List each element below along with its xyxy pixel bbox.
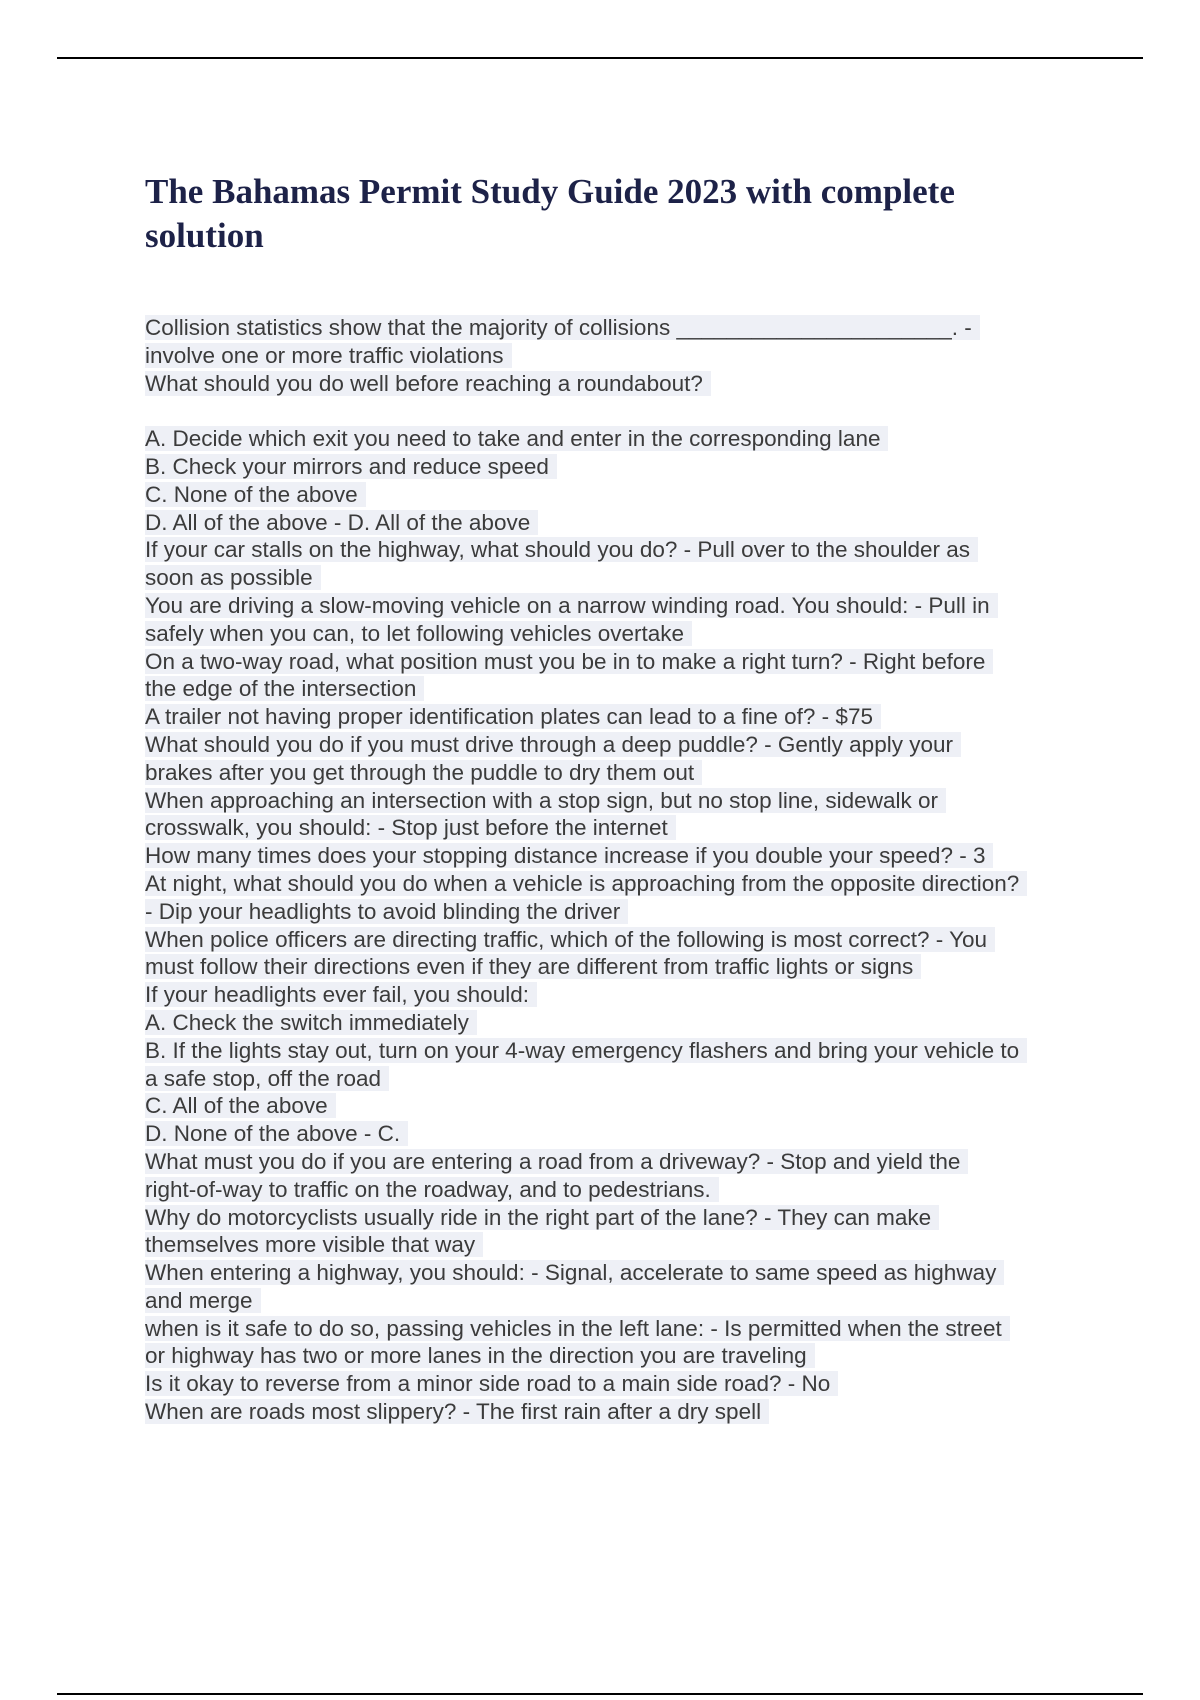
text-line-content: When approaching an intersection with a stop sign, but no stop line, sidewalk or (145, 788, 946, 813)
text-line (145, 814, 1095, 842)
text-line (145, 675, 1095, 703)
text-line-content: safely when you can, to let following vehicles overtake (145, 621, 692, 646)
text-line (145, 787, 1095, 815)
document-title-line-2: solution (145, 216, 264, 255)
text-line-content: B. If the lights stay out, turn on your 4-way emergency flashers and bring your vehicle to (145, 1038, 1027, 1063)
text-line (145, 342, 1095, 370)
text-line-content: B. Check your mirrors and reduce speed (145, 454, 557, 479)
text-line-content: At night, what should you do when a vehicle is approaching from the opposite direction? (145, 871, 1027, 896)
text-line-content: brakes after you get through the puddle to dry them out (145, 760, 702, 785)
blank-line (145, 397, 1095, 425)
study-guide-content (145, 314, 1095, 1426)
text-line (145, 898, 1095, 926)
text-line-content: Collision statistics show that the majority of collisions ______________________. - (145, 315, 980, 340)
text-line-content: A trailer not having proper identification plates can lead to a fine of? - $75 (145, 704, 881, 729)
text-line-content: crosswalk, you should: - Stop just before the internet (145, 815, 676, 840)
text-line (145, 425, 1095, 453)
text-line (145, 1148, 1095, 1176)
text-line-content: D. All of the above - D. All of the above (145, 510, 538, 535)
document-title-line-1: The Bahamas Permit Study Guide 2023 with complete (145, 172, 955, 211)
text-line (145, 1065, 1095, 1093)
text-line-content: What must you do if you are entering a road from a driveway? - Stop and yield the (145, 1149, 968, 1174)
text-line (145, 453, 1095, 481)
text-line-content: right-of-way to traffic on the roadway, and to pedestrians. (145, 1177, 719, 1202)
text-line-content: How many times does your stopping distance increase if you double your speed? - 3 (145, 843, 993, 868)
top-rule (57, 57, 1143, 59)
text-line (145, 870, 1095, 898)
document-title (145, 170, 1045, 258)
text-line (145, 370, 1095, 398)
text-line-content: What should you do well before reaching a roundabout? (145, 371, 711, 396)
text-line-content: A. Decide which exit you need to take and enter in the corresponding lane (145, 426, 888, 451)
text-line (145, 731, 1095, 759)
text-line (145, 926, 1095, 954)
text-line (145, 648, 1095, 676)
text-line-content: C. All of the above (145, 1093, 336, 1118)
text-line-content: You are driving a slow-moving vehicle on a narrow winding road. You should: - Pull in (145, 593, 998, 618)
text-line-content: a safe stop, off the road (145, 1066, 389, 1091)
text-line-content: involve one or more traffic violations (145, 343, 512, 368)
text-line (145, 1342, 1095, 1370)
text-line-content: When entering a highway, you should: - Signal, accelerate to same speed as highway (145, 1260, 1004, 1285)
text-line-content: when is it safe to do so, passing vehicles in the left lane: - Is permitted when the street (145, 1316, 1010, 1341)
text-line (145, 1176, 1095, 1204)
bottom-rule (57, 1693, 1143, 1695)
text-line (145, 1231, 1095, 1259)
text-line (145, 1092, 1095, 1120)
text-line (145, 703, 1095, 731)
text-line (145, 1398, 1095, 1426)
text-line (145, 592, 1095, 620)
text-line (145, 1370, 1095, 1398)
text-line (145, 842, 1095, 870)
text-line-content: - Dip your headlights to avoid blinding the driver (145, 899, 628, 924)
text-line (145, 1009, 1095, 1037)
text-line-content: Why do motorcyclists usually ride in the right part of the lane? - They can make (145, 1205, 939, 1230)
text-line-content: must follow their directions even if they are different from traffic lights or signs (145, 954, 921, 979)
text-line-content: C. None of the above (145, 482, 366, 507)
text-line (145, 509, 1095, 537)
text-line-content: When are roads most slippery? - The first rain after a dry spell (145, 1399, 769, 1424)
text-line-content: On a two-way road, what position must you be in to make a right turn? - Right before (145, 649, 993, 674)
text-line (145, 1315, 1095, 1343)
text-line-content: and merge (145, 1288, 261, 1313)
text-line-content: D. None of the above - C. (145, 1121, 408, 1146)
text-line (145, 759, 1095, 787)
text-line (145, 1120, 1095, 1148)
text-line (145, 1204, 1095, 1232)
text-line-content: Is it okay to reverse from a minor side road to a main side road? - No (145, 1371, 838, 1396)
text-line (145, 481, 1095, 509)
text-line-content: the edge of the intersection (145, 676, 424, 701)
text-line-content: or highway has two or more lanes in the direction you are traveling (145, 1343, 815, 1368)
text-line (145, 981, 1095, 1009)
text-line (145, 314, 1095, 342)
text-line-content: What should you do if you must drive through a deep puddle? - Gently apply your (145, 732, 961, 757)
text-line-content: themselves more visible that way (145, 1232, 483, 1257)
text-line (145, 564, 1095, 592)
text-line (145, 536, 1095, 564)
text-line (145, 1259, 1095, 1287)
text-line (145, 1287, 1095, 1315)
text-line (145, 620, 1095, 648)
text-line-content: When police officers are directing traffic, which of the following is most correct? - You (145, 927, 995, 952)
text-line-content: A. Check the switch immediately (145, 1010, 477, 1035)
text-line-content: If your headlights ever fail, you should: (145, 982, 537, 1007)
text-line (145, 1037, 1095, 1065)
text-line-content: soon as possible (145, 565, 321, 590)
text-line (145, 953, 1095, 981)
text-line-content: If your car stalls on the highway, what should you do? - Pull over to the shoulder as (145, 537, 978, 562)
